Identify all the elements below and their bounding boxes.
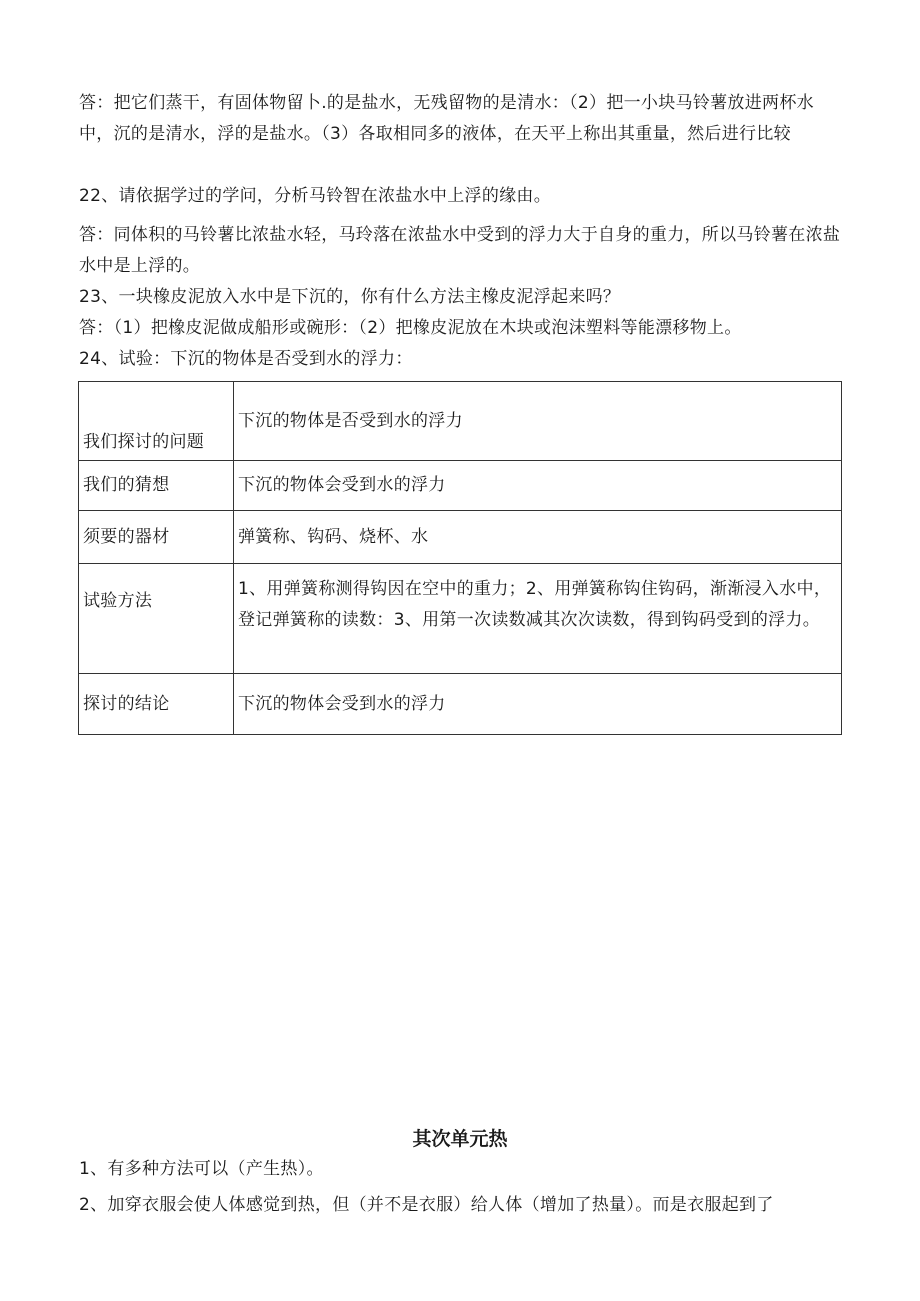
row-value: 下沉的物体是否受到水的浮力 [234,382,842,461]
answer-23: 答：（1）把橡皮泥做成船形或碗形：（2）把橡皮泥放在木块或泡沫塑料等能漂移物上。 [79,318,742,338]
row-value: 弹簧称、钩码、烧杯、水 [234,511,842,564]
question-24: 24、试验：下沉的物体是否受到水的浮力： [79,349,413,369]
table-row [79,511,842,564]
row-label: 我们的猜想 [79,461,234,511]
row-value: 下沉的物体会受到水的浮力 [234,674,842,735]
answer-22: 答：同体积的马铃薯比浓盐水轻，马玲落在浓盐水中受到的浮力大于自身的重力，所以马铃薯在浓盐水中是上浮的。 [79,225,841,276]
table-row [79,461,842,511]
row-value: 下沉的物体会受到水的浮力 [234,461,842,511]
row-label: 我们探讨的问题 [79,382,234,461]
row-label: 探讨的结论 [79,674,234,735]
answer-21: 答：把它们蒸干，有固体物留卜.的是盐水，无残留物的是清水：（2）把一小块马铃薯放进两杯水中，沉的是清水，浮的是盐水。（3）各取相同多的液体，在天平上称出其重量，然后进行比较 [79,93,814,144]
section-title: 其次单元热 [412,1128,508,1150]
question-22: 22、请依据学过的学问，分析马铃智在浓盐水中上浮的缘由。 [79,186,552,206]
table-row [79,382,842,461]
row-label: 试验方法 [79,564,234,674]
question-23: 23、一块橡皮泥放入水中是下沉的，你有什么方法主橡皮泥浮起来吗？ [79,287,621,307]
row-value: 1、用弹簧称测得钩因在空中的重力；2、用弹簧称钩住钩码，渐渐浸入水中，登记弹簧称的读数：3、用第一次读数减其次次读数，得到钩码受到的浮力。 [234,564,842,674]
heat-item-2: 2、加穿衣服会使人体感觉到热，但（并不是衣服）给人体（增加了热量）。而是衣服起到了 [79,1195,774,1215]
table-row [79,674,842,735]
table-row [79,564,842,674]
experiment-table [78,381,842,735]
heat-item-1: 1、有多种方法可以（产生热）。 [79,1159,324,1179]
row-label: 须要的器材 [79,511,234,564]
